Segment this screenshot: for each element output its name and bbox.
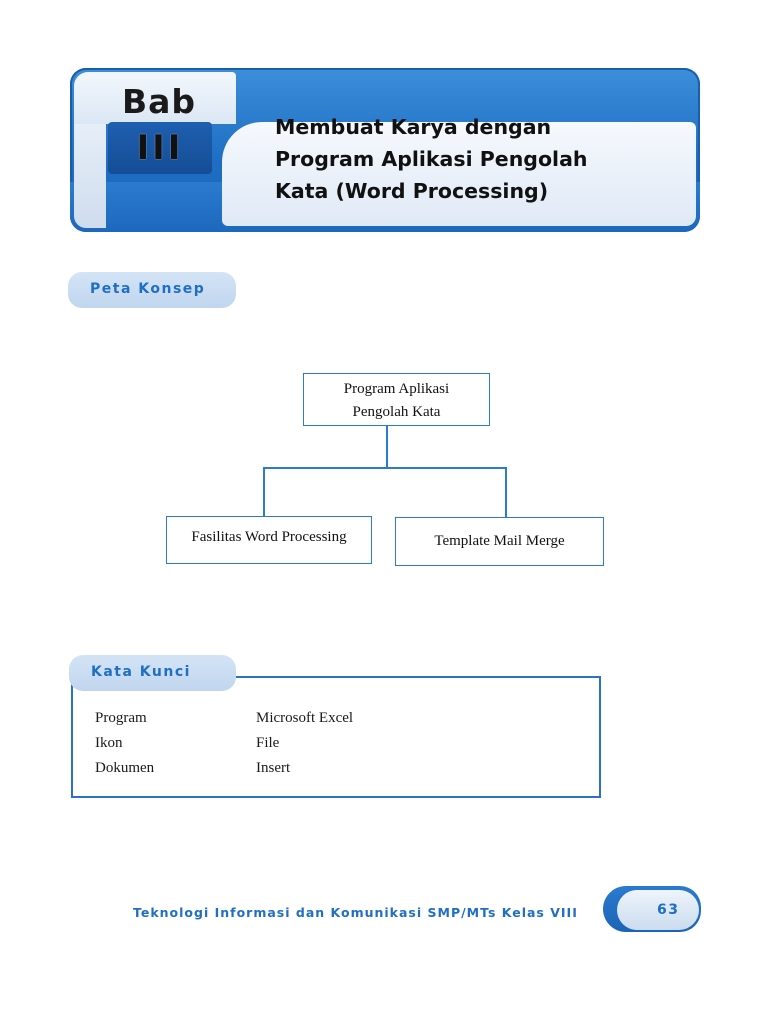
keywords-heading-label: Kata Kunci <box>91 664 191 680</box>
keyword-box <box>71 676 601 798</box>
concept-root-node <box>303 373 490 426</box>
chapter-word: Bab <box>122 82 197 121</box>
keyword-left-3: Dokumen <box>95 760 155 776</box>
concept-root-line-1: Program Aplikasi <box>343 381 450 397</box>
keyword-right-1: Microsoft Excel <box>256 710 354 726</box>
chapter-title-line-2: Program Aplikasi Pengolah <box>275 147 588 171</box>
connector-left-down <box>263 467 265 517</box>
chapter-number: III <box>136 128 184 168</box>
concept-child-node-1: Fasilitas Word Processing <box>166 516 372 564</box>
keyword-right-2: File <box>256 735 280 751</box>
concept-map-heading-label: Peta Konsep <box>90 281 206 297</box>
connector-horizontal <box>263 467 507 469</box>
keywords-heading <box>69 655 236 691</box>
chapter-header <box>70 68 700 232</box>
connector-root-down <box>386 426 388 468</box>
concept-map-heading <box>68 272 236 308</box>
page-number-tab <box>603 886 701 932</box>
concept-root-line-2: Pengolah Kata <box>352 404 441 420</box>
chapter-number-box <box>108 122 212 174</box>
header-left-panel <box>74 124 106 228</box>
chapter-tab <box>74 72 236 124</box>
footer-book-title: Teknologi Informasi dan Komunikasi SMP/MTs Kelas VIII <box>133 905 578 920</box>
connector-right-down <box>505 467 507 518</box>
keyword-left-1: Program <box>95 710 147 726</box>
page-number: 63 <box>657 902 680 918</box>
keyword-right-3: Insert <box>256 760 291 776</box>
chapter-title-line-3: Kata (Word Processing) <box>275 179 549 203</box>
concept-child-node-2: Template Mail Merge <box>395 517 604 566</box>
chapter-title-line-1: Membuat Karya dengan <box>275 115 552 139</box>
keyword-left-2: Ikon <box>95 735 123 751</box>
